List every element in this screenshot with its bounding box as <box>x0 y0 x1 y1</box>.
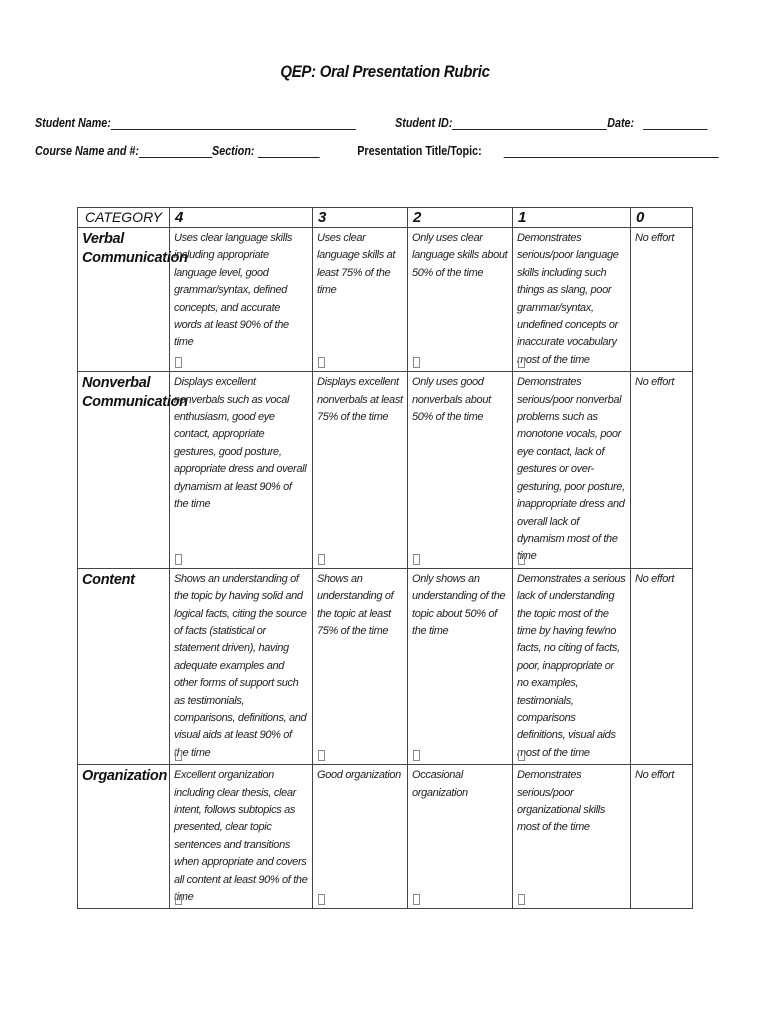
student-name-label: Student Name: <box>35 116 111 130</box>
checkbox-icon[interactable] <box>413 357 420 368</box>
header-score-0: 0 <box>631 208 693 228</box>
cell-organization-4[interactable]: Excellent organization including clear thesis, clear intent, follows subtopics as presented, clear topic sentences and transitions when appropriate and covers all content at least 90% of the time <box>170 765 313 909</box>
cell-verbal-0[interactable]: No effort <box>631 228 693 372</box>
cell-verbal-4[interactable]: Uses clear language skills including appropriate language level, good grammar/syntax, defined concepts, and accurate words at least 90% of the time <box>170 228 313 372</box>
course-label: Course Name and #: <box>35 144 139 158</box>
cell-verbal-2[interactable]: Only uses clear language skills about 50% of the time <box>408 228 513 372</box>
header-score-2: 2 <box>408 208 513 228</box>
cell-nonverbal-3[interactable]: Displays excellent nonverbals at least 75% of the time <box>313 372 408 568</box>
student-id-field[interactable] <box>452 116 607 130</box>
section-label: Section: <box>212 144 255 158</box>
table-row-content <box>78 568 693 764</box>
checkbox-icon[interactable] <box>413 750 420 761</box>
cell-nonverbal-1[interactable]: Demonstrates serious/poor nonverbal problems such as monotone vocals, poor eye contact, lack of gestures or over-gesturing, poor posture, inappropriate dress and overall lack of dynamism most of the time <box>513 372 631 568</box>
cell-organization-0[interactable]: No effort <box>631 765 693 909</box>
section-field[interactable] <box>258 144 320 158</box>
cell-organization-1[interactable]: Demonstrates serious/poor organizational skills most of the time <box>513 765 631 909</box>
checkbox-icon[interactable] <box>175 750 182 761</box>
date-field[interactable] <box>643 116 708 130</box>
checkbox-icon[interactable] <box>518 894 525 905</box>
checkbox-icon[interactable] <box>318 894 325 905</box>
student-name-field[interactable] <box>111 116 356 130</box>
checkbox-icon[interactable] <box>413 554 420 565</box>
table-row-verbal <box>78 228 693 372</box>
category-nonverbal: Nonverbal Communication <box>82 375 188 411</box>
category-verbal: Verbal Communication <box>82 231 188 266</box>
category-organization: Organization <box>82 768 168 785</box>
cell-content-3[interactable]: Shows an understanding of the topic at least 75% of the time <box>313 568 408 764</box>
cell-organization-2[interactable]: Occasional organization <box>408 765 513 909</box>
checkbox-icon[interactable] <box>413 894 420 905</box>
page-title: QEP: Oral Presentation Rubric <box>280 62 490 81</box>
date-label: Date: <box>607 116 635 130</box>
cell-content-2[interactable]: Only shows an understanding of the topic about 50% of the time <box>408 568 513 764</box>
cell-verbal-1[interactable]: Demonstrates serious/poor language skills including such things as slang, poor grammar/syntax, undefined concepts or inaccurate vocabulary most of the time <box>513 228 631 372</box>
checkbox-icon[interactable] <box>175 554 182 565</box>
header-category: CATEGORY <box>78 208 170 228</box>
checkbox-icon[interactable] <box>518 554 525 565</box>
course-field[interactable] <box>139 144 212 158</box>
header-score-1: 1 <box>513 208 631 228</box>
cell-nonverbal-4[interactable]: Displays excellent nonverbals such as vocal enthusiasm, good eye contact, appropriate gestures, good posture, appropriate dress and overall dynamism at least 90% of the time <box>170 372 313 568</box>
cell-organization-3[interactable]: Good organization <box>313 765 408 909</box>
checkbox-icon[interactable] <box>175 894 182 905</box>
table-header-row <box>78 208 693 228</box>
cell-nonverbal-2[interactable]: Only uses good nonverbals about 50% of the time <box>408 372 513 568</box>
checkbox-icon[interactable] <box>518 750 525 761</box>
cell-content-1[interactable]: Demonstrates a serious lack of understanding the topic most of the time by having few/no facts, no citing of facts, poor, inappropriate or no examples, testimonials, comparisons definitions, visual aids most of the time <box>513 568 631 764</box>
checkbox-icon[interactable] <box>175 357 182 368</box>
presentation-title-label: Presentation Title/Topic: <box>357 144 482 158</box>
cell-nonverbal-0[interactable]: No effort <box>631 372 693 568</box>
rubric-table <box>77 207 693 909</box>
cell-content-0[interactable]: No effort <box>631 568 693 764</box>
checkbox-icon[interactable] <box>318 554 325 565</box>
presentation-title-field[interactable] <box>504 144 719 158</box>
checkbox-icon[interactable] <box>318 750 325 761</box>
header-score-3: 3 <box>313 208 408 228</box>
header-fields-row-2 <box>35 144 719 158</box>
category-content: Content <box>82 571 135 588</box>
cell-verbal-3[interactable]: Uses clear language skills at least 75% of the time <box>313 228 408 372</box>
header-score-4: 4 <box>170 208 313 228</box>
table-row-nonverbal <box>78 372 693 568</box>
student-id-label: Student ID: <box>395 116 453 130</box>
header-fields-row-1 <box>35 116 707 130</box>
checkbox-icon[interactable] <box>318 357 325 368</box>
table-row-organization <box>78 765 693 909</box>
cell-content-4[interactable]: Shows an understanding of the topic by having solid and logical facts, citing the source of facts (statistical or statement driven), having adequate examples and other forms of support such as testimonials, comparisons, definitions, and visual aids at least 90% of the time <box>170 568 313 764</box>
checkbox-icon[interactable] <box>518 357 525 368</box>
